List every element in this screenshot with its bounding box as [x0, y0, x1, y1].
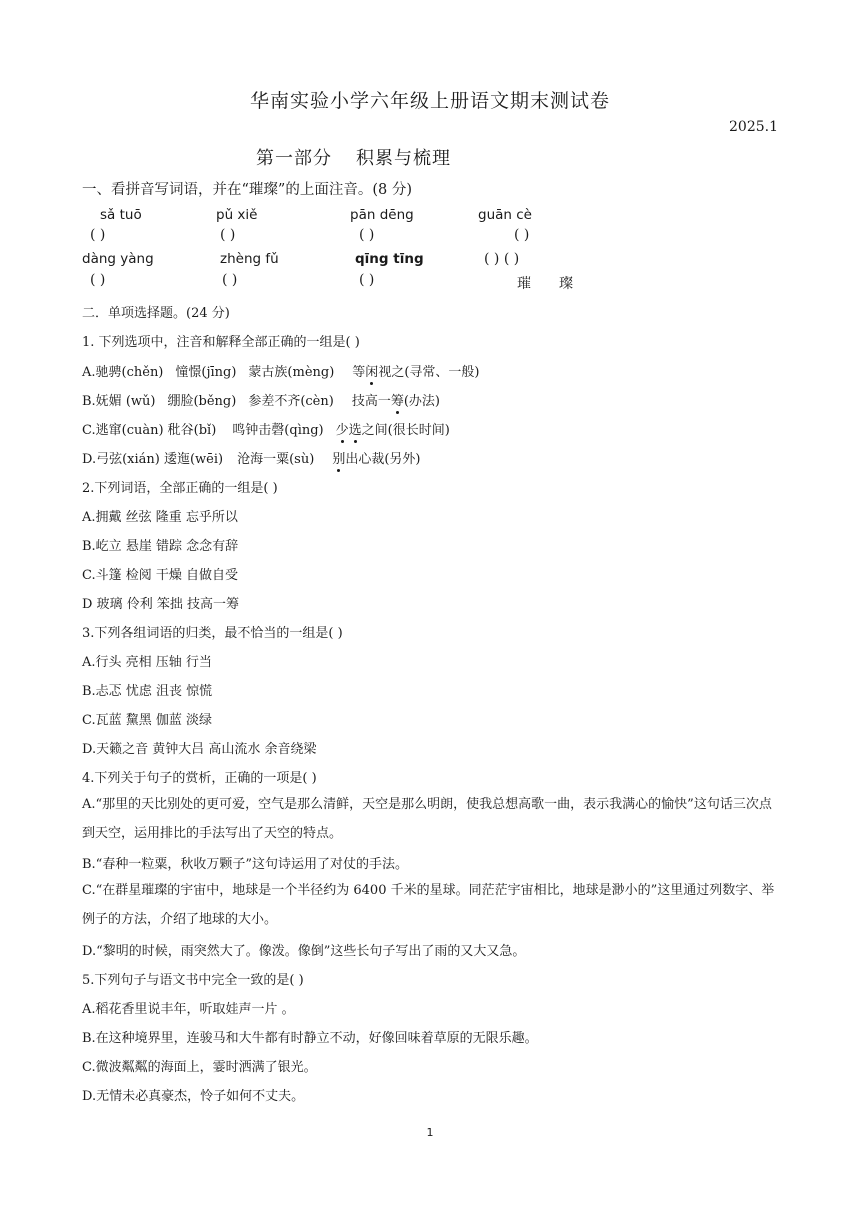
question-4-stem: 4.下列关于句子的赏析，正确的一项是( )	[82, 771, 317, 786]
q1-b-word-2: 绷脸(běng)	[167, 394, 237, 409]
emphasis-dot-char: 筹	[390, 394, 404, 409]
q1-b-word-1: B.妩媚 (wǔ)	[82, 394, 156, 409]
answer-blank-5[interactable]: ( )	[90, 272, 106, 288]
answer-blank-7[interactable]: ( )	[359, 272, 375, 288]
q1-b-word-3: 参差不齐(cèn)	[248, 394, 334, 409]
pinyin-6: zhèng fǔ	[220, 251, 279, 267]
answer-blank-2[interactable]: ( )	[220, 227, 236, 243]
q3-option-c[interactable]: C.瓦蓝 黧黑 伽蓝 淡绿	[82, 713, 213, 728]
pinyin-4: guān cè	[478, 207, 532, 223]
q4-option-a[interactable]: A.“那里的天比别处的更可爱，空气是那么清鲜，天空是那么明朗，使我总想高歌一曲，表示我满心的愉快”这句话三次点到天空，运用排比的手法写出了天空的特点。	[82, 797, 772, 841]
q1-d-word-2: 沧海一粟(sù)	[237, 452, 315, 467]
q1-c-word-2: 鸣钟击磬(qìng)	[232, 423, 324, 438]
q1-a-word-1: A.驰骋(chěn)	[82, 365, 164, 380]
q1-c-idiom: 少选之间(很长时间)	[335, 423, 450, 438]
pinyin-7: qīng tīng	[355, 251, 424, 267]
q4-option-b[interactable]: B.“春种一粒粟，秋收万颗子”这句诗运用了对仗的手法。	[82, 857, 408, 872]
q1-option-d[interactable]	[82, 448, 420, 467]
cuican-char-1: 璀	[517, 276, 531, 292]
q3-option-b[interactable]: B.忐忑 忧虑 沮丧 惊慌	[82, 684, 213, 699]
part-topic: 积累与梳理	[356, 148, 451, 169]
q3-option-a[interactable]: A.行头 亮相 压轴 行当	[82, 655, 212, 670]
q1-a-word-3: 蒙古族(mèng)	[248, 365, 335, 380]
exam-title: 华南实验小学六年级上册语文期末测试卷	[249, 90, 610, 112]
exam-date: 2025.1	[729, 119, 778, 135]
question-1-stem: 1. 下列选项中，注音和解释全部正确的一组是( )	[82, 335, 360, 350]
q1-a-idiom: 等闲视之(寻常、一般)	[352, 365, 480, 380]
q2-option-b[interactable]: B.屹立 悬崖 错踪 念念有辞	[82, 539, 239, 554]
emphasis-dot-char: 少	[335, 423, 349, 438]
answer-blank-6[interactable]: ( )	[222, 272, 238, 288]
answer-blank-3[interactable]: ( )	[359, 227, 375, 243]
part-name: 第一部分	[256, 148, 332, 169]
q4-option-c[interactable]: C.“在群星璀璨的宇宙中，地球是一个半径约为 6400 千米的星球。同茫茫宇宙相比，地球是渺小的”这里通过列数字、举例子的方法，介绍了地球的大小。	[82, 883, 775, 927]
q1-a-word-2: 憧憬(jīng)	[175, 365, 237, 380]
cuican-char-2: 璨	[559, 276, 573, 292]
q2-option-a[interactable]: A.拥戴 丝弦 隆重 忘乎所以	[82, 510, 238, 525]
q1-option-c[interactable]	[82, 419, 450, 438]
emphasis-dot-char: 选	[348, 423, 362, 438]
pinyin-3: pān dēng	[350, 207, 414, 223]
q5-option-b[interactable]: B.在这种境界里，连骏马和大牛都有时静立不动，好像回味着草原的无限乐趣。	[82, 1031, 538, 1046]
section2-heading: 二．单项选择题。(24 分)	[82, 306, 230, 321]
cuican-word	[517, 273, 573, 293]
q5-option-c[interactable]: C.微波粼粼的海面上，霎时洒满了银光。	[82, 1060, 317, 1075]
q1-b-idiom: 技高一筹(办法)	[351, 394, 441, 409]
q1-d-word-1: D.弓弦(xián) 逶迤(wēi)	[82, 452, 224, 467]
section1-heading: 一、看拼音写词语，并在“璀璨”的上面注音。(8 分)	[82, 182, 412, 198]
answer-blank-4[interactable]: ( )	[514, 227, 530, 243]
q1-d-idiom: 别出心裁(另外)	[332, 452, 421, 467]
pinyin-1: sǎ tuō	[100, 207, 142, 223]
answer-blank-1[interactable]: ( )	[90, 227, 106, 243]
q5-option-a[interactable]: A.稻花香里说丰年，听取娃声一片 。	[82, 1002, 295, 1017]
q5-option-d[interactable]: D.无情未必真豪杰，怜子如何不丈夫。	[82, 1089, 305, 1104]
pinyin-5: dàng yàng	[82, 251, 154, 267]
q2-option-d[interactable]: D 玻璃 伶利 笨拙 技高一筹	[82, 597, 239, 612]
q4-option-d[interactable]: D.“黎明的时候，雨突然大了。像泼。像倒”这些长句子写出了雨的又大又急。	[82, 944, 526, 959]
emphasis-dot-char: 别	[332, 452, 346, 467]
q1-c-word-1: C.逃窜(cuàn) 秕谷(bǐ)	[82, 423, 217, 438]
q1-option-b[interactable]	[82, 390, 440, 409]
cuican-pinyin-blanks[interactable]: ( ) ( )	[484, 251, 520, 267]
pinyin-2: pǔ xiě	[216, 207, 258, 223]
part-heading	[256, 144, 451, 170]
q2-option-c[interactable]: C.斗篷 检阅 干燥 自做自受	[82, 568, 239, 583]
q3-option-d[interactable]: D.天籁之音 黄钟大吕 高山流水 余音绕梁	[82, 742, 317, 757]
question-2-stem: 2.下列词语，全部正确的一组是( )	[82, 481, 278, 496]
question-5-stem: 5.下列句子与语文书中完全一致的是( )	[82, 973, 304, 988]
page-number: 1	[426, 1126, 434, 1139]
emphasis-dot-char: 闲	[365, 365, 379, 380]
q1-option-a[interactable]	[82, 361, 479, 380]
question-3-stem: 3.下列各组词语的归类，最不恰当的一组是( )	[82, 626, 343, 641]
